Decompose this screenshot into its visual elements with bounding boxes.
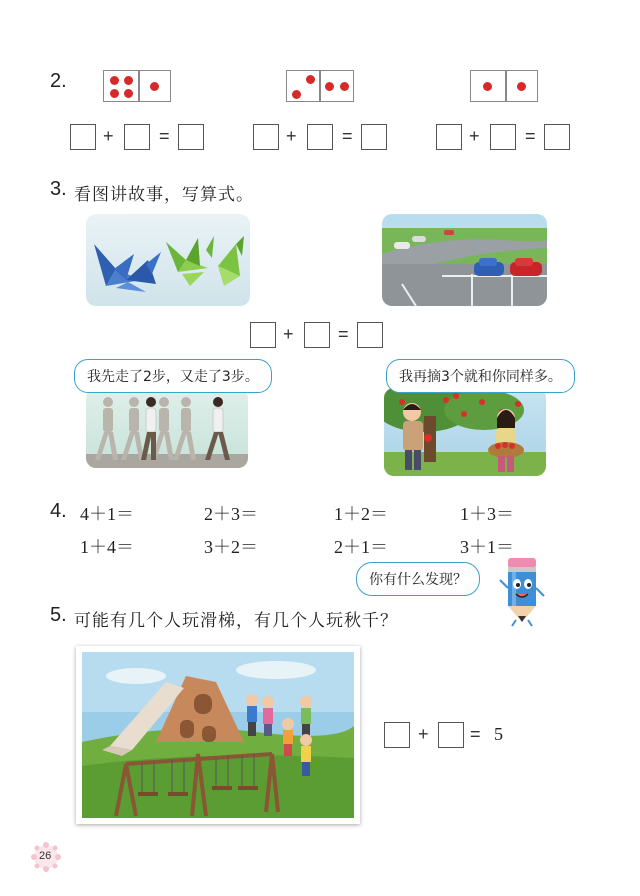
speech-bubble-apples: 我再摘3个就和你同样多。 [386,359,575,393]
answer-box[interactable] [490,124,516,150]
equation: 3＋1＝ [460,537,514,557]
equals-sign: = [338,324,349,344]
answer-box[interactable] [436,124,462,150]
dot [110,76,119,85]
dot [483,82,492,91]
question-3-number: 3. [50,178,67,200]
plus-sign: + [286,126,297,146]
playground-illustration [76,646,360,824]
equals-sign: = [470,724,481,744]
paper-cranes-illustration [86,214,250,306]
plus-sign: + [103,126,114,146]
question-2-number: 2. [50,70,67,92]
dot [292,90,301,99]
equation: 4＋1＝ [80,504,134,524]
answer-box[interactable] [304,322,330,348]
dot [124,89,133,98]
plus-sign: + [283,324,294,344]
answer-box[interactable] [438,722,464,748]
total-value: 5 [494,724,503,744]
answer-box[interactable] [307,124,333,150]
question-5-number: 5. [50,604,67,626]
dot [517,82,526,91]
question-4-number: 4. [50,500,67,522]
plus-sign: + [418,724,429,744]
answer-box[interactable] [361,124,387,150]
equation: 3＋2＝ [204,537,258,557]
dot [306,75,315,84]
dot [110,89,119,98]
page-number: 26 [39,850,52,862]
answer-box[interactable] [124,124,150,150]
pencil-mascot-illustration [498,556,546,628]
page-number-badge [28,842,64,872]
domino-card-3 [470,70,538,102]
domino-card-1 [103,70,171,102]
equation: 1＋4＝ [80,537,134,557]
dot [340,82,349,91]
speech-bubble-discovery: 你有什么发现？ [356,562,480,596]
parking-lot-illustration [382,214,547,306]
equation: 2＋1＝ [334,537,388,557]
answer-box[interactable] [253,124,279,150]
equals-sign: = [525,126,536,146]
dot [325,82,334,91]
walking-steps-illustration [86,388,248,468]
speech-bubble-walk: 我先走了2步，又走了3步。 [74,359,272,393]
equals-sign: = [159,126,170,146]
answer-box[interactable] [178,124,204,150]
answer-box[interactable] [544,124,570,150]
question-3-prompt: 看图讲故事，写算式。 [74,185,254,205]
plus-sign: + [469,126,480,146]
dot [124,76,133,85]
answer-box[interactable] [357,322,383,348]
question-5-prompt: 可能有几个人玩滑梯，有几个人玩秋千？ [74,611,398,631]
answer-box[interactable] [70,124,96,150]
equation: 1＋3＝ [460,504,514,524]
answer-box[interactable] [384,722,410,748]
domino-card-2 [286,70,354,102]
dot [150,82,159,91]
answer-box[interactable] [250,322,276,348]
apple-picking-illustration [384,388,546,476]
equation: 1＋2＝ [334,504,388,524]
equals-sign: = [342,126,353,146]
equation: 2＋3＝ [204,504,258,524]
